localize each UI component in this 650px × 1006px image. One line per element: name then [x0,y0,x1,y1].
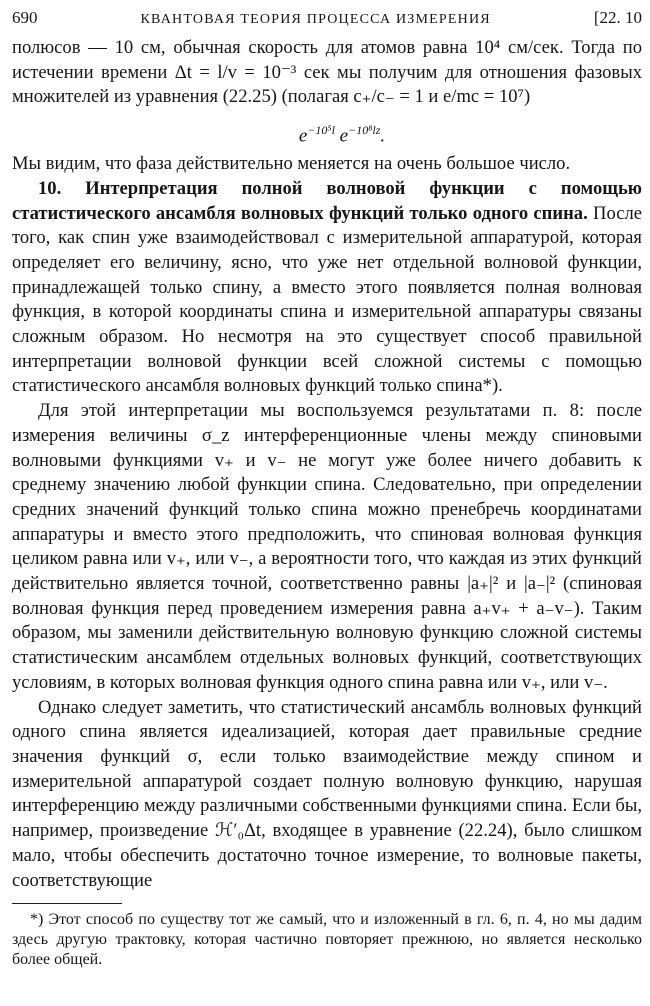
page-number: 690 [12,8,38,27]
formula [12,110,642,152]
page-header [12,8,642,36]
formula-exponent-2: −10⁸lz [348,123,381,138]
section-title: 10. Интерпретация полной волновой функции с помощью статистического ансамбля волновых функций только одного спина. [12,177,642,224]
formula-base-1: e [298,125,308,147]
footnote [12,910,642,970]
section-text: После того, как спин уже взаимодействовал с измерительной аппаратурой, которая определяет его величину, ясно, что уже нет отдельной волновой функции, принадлежащей только спину, а вместо этого появляется полная волновая функция, в которой координаты спина и измерительной аппаратуры связаны сложным образом. Но несмотря на это существует способ правильной интерпретации волновой функции всей сложной системы с помощью статистического ансамбля волновых функций только спина*). [12,202,642,397]
paragraph-intro: полюсов — 10 см, обычная скорость для атомов равна 10⁴ см/сек. Тогда по истечении времени Δt = l/v = 10⁻³ сек мы получим для отношения фазовых множителей из уравнения (22.25) (полагая c₊/c₋ = 1 и e/mc = 10⁷) [12,37,642,108]
book-page [12,8,642,970]
running-title: КВАНТОВАЯ ТЕОРИЯ ПРОЦЕССА ИЗМЕРЕНИЯ [140,12,491,27]
formula-end: . [380,125,386,147]
formula-exponent-1: −10⁵l [307,123,335,138]
footnote-divider [12,903,122,904]
footnote-text: *) Этот способ по существу тот же самый, что и изложенный в гл. 6, п. 4, но мы дадим здесь другую трактовку, которая частично повторяет прежнюю, но является несколько более общей. [12,911,642,969]
paragraph-interpretation: Для этой интерпретации мы воспользуемся результатами п. 8: после измерения величины σ_z интерференционные члены между спиновыми волновыми функциями v₊ и v₋ не могут уже более ничего добавить к среднему значению любой функции спина. Следовательно, при определении средних значений функций только спина можно пренебречь координатами аппаратуры и вместо этого предположить, что спиновая волновая функция целиком равна или v₊, или v₋, а вероятности того, что каждая из этих функций действительно является точной, соответственно равны |a₊|² и |a₋|² (спиновая волновая функция перед проведением измерения равна a₊v₊ + a₋v₋). Таким образом, мы заменили действительную волновую функцию сложной системы статистическим ансамблем отдельных волновых функций, соответствующих условиям, в которых волновая функция одного спина равна или v₊, или v₋. [12,400,642,693]
paragraph-phase: Мы видим, что фаза действительно меняется на очень большое число. [12,153,571,175]
paragraph-idealization: Однако следует заметить, что статистический ансамбль волновых функций одного спина является идеализацией, которая дает правильные средние значения функций σ, если только взаимодействие между спином и измерительной аппаратурой создает полную волновую функцию, нарушая интерференцию между различными собственными функциями спина. Если бы, например, произведение ℋ′₀Δt, входящее в уравнение (22.24), было слишком мало, чтобы обеспечить достаточно точное измерение, то волновые пакеты, соответствующие [12,696,642,891]
section-reference: [22. 10 [593,8,642,27]
section-paragraph [12,177,642,399]
formula-base-2: e [339,125,349,147]
